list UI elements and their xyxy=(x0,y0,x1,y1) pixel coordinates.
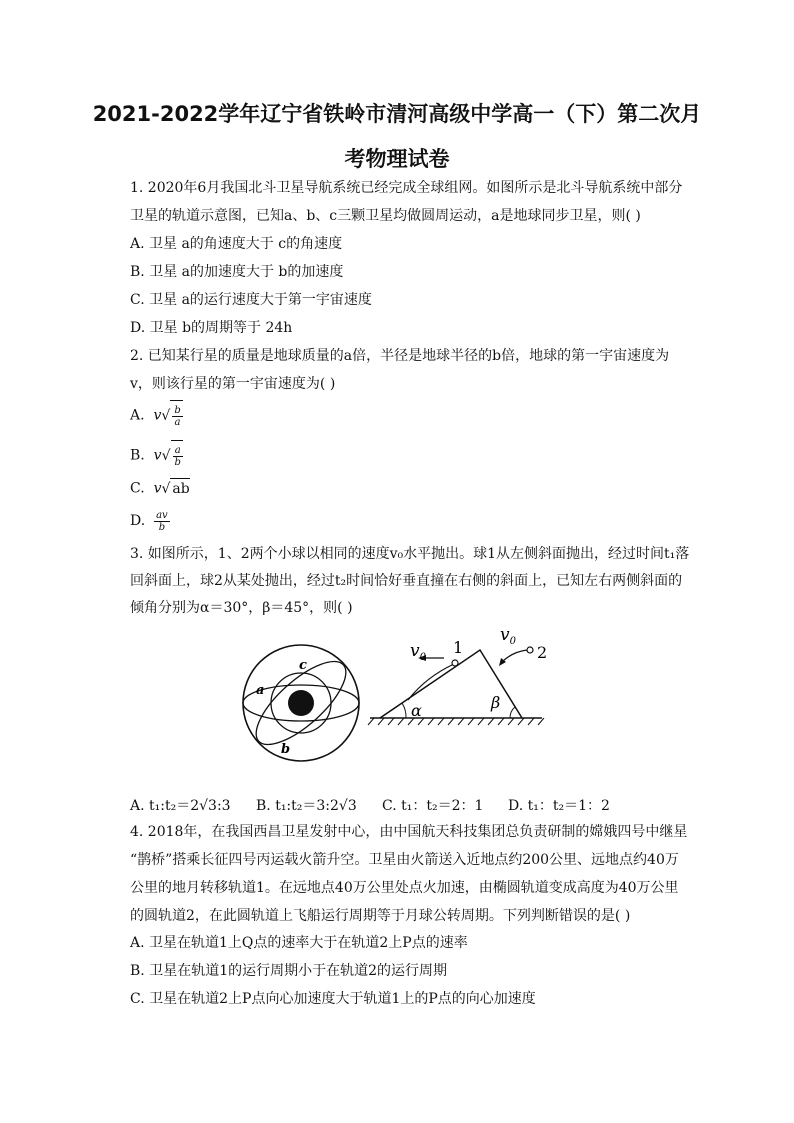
q2-option-b-label: B. xyxy=(130,447,145,464)
q2-option-a-v: v xyxy=(153,407,162,424)
satellite-orbit-figure xyxy=(240,636,365,766)
q2-option-b-num: a xyxy=(173,445,183,457)
q2-option-d-num: av xyxy=(156,509,168,521)
q1-option-c: C. 卫星 a的运行速度大于第一宇宙速度 xyxy=(130,292,372,308)
q2-option-c-radicand: ab xyxy=(170,478,189,499)
q1-option-b: B. 卫星 a的加速度大于 b的加速度 xyxy=(130,264,344,280)
q2-option-a xyxy=(130,400,183,431)
q2-option-d xyxy=(130,506,170,536)
q3-option-d: D. t₁：t₂＝1：2 xyxy=(508,798,610,814)
q2-option-b xyxy=(130,440,183,471)
q2-stem-line2: v，则该行星的第一宇宙速度为( ) xyxy=(130,376,336,392)
q2-option-b-radical: √ $\frac{a}{b}$ xyxy=(162,440,183,471)
q3-stem-line3: 倾角分别为α＝30°，β＝45°，则( ) xyxy=(130,600,353,616)
q2-option-c xyxy=(130,478,190,499)
q1-option-a: A. 卫星 a的角速度大于 c的角速度 xyxy=(130,236,343,252)
q4-option-b: B. 卫星在轨道1的运行周期小于在轨道2的运行周期 xyxy=(130,963,448,979)
label-c: c xyxy=(299,658,307,673)
trajectory-2 xyxy=(502,650,527,662)
q1-stem-line1: 1. 2020年6月我国北斗卫星导航系统已经完成全球组网。如图所示是北斗导航系统中部分 xyxy=(130,180,683,196)
beta-label: β xyxy=(491,693,501,712)
q1-option-d: D. 卫星 b的周期等于 24h xyxy=(130,320,293,336)
q2-option-c-label: C. xyxy=(130,480,145,497)
q2-option-b-den: b xyxy=(174,456,181,468)
v0-label-1: $v_0$ xyxy=(410,641,426,663)
earth-icon xyxy=(288,690,314,716)
alpha-label: α xyxy=(411,701,422,720)
q2-option-a-num: b xyxy=(174,404,181,416)
q4-stem-line4: 的圆轨道2，在此圆轨道上飞船运行周期等于月球公转周期。下列判断错误的是( ) xyxy=(130,908,631,924)
q4-option-c: C. 卫星在轨道2上P点向心加速度大于轨道1上的P点的向心加速度 xyxy=(130,991,536,1007)
q3-option-b: B. t₁:t₂＝3:2√3 xyxy=(256,798,357,814)
alpha-arc xyxy=(402,703,406,718)
q3-stem-line1: 3. 如图所示，1、2两个小球以相同的速度v₀水平抛出。球1从左侧斜面抛出，经过时间t₁落 xyxy=(130,546,690,562)
q2-option-d-den: b xyxy=(158,521,166,533)
q4-stem-line3: 公里的地月转移轨道1。在远地点40万公里处点火加速，由椭圆轨道变成高度为40万公里 xyxy=(130,880,679,896)
q2-option-c-v: v xyxy=(153,480,162,497)
q2-option-b-v: v xyxy=(153,447,162,464)
ball-2-icon xyxy=(527,647,533,653)
q3-option-a: A. t₁:t₂＝2√3:3 xyxy=(130,798,231,814)
q4-stem-line1: 4. 2018年，在我国西昌卫星发射中心，由中国航天科技集团总负责研制的嫦娥四号中继星 xyxy=(130,824,688,840)
q2-option-a-label: A. xyxy=(130,407,145,424)
inclined-plane-figure xyxy=(366,622,546,726)
ball-2-label: 2 xyxy=(537,643,548,662)
q3-option-c: C. t₁：t₂＝2：1 xyxy=(382,798,484,814)
label-a: a xyxy=(256,683,265,698)
q4-stem-line2: “鹊桥”搭乘长征四号丙运载火箭升空。卫星由火箭送入近地点约200公里、远地点约40万 xyxy=(130,852,679,868)
q2-option-a-radical: √ $\frac{b}{a}$ xyxy=(161,400,182,431)
page-title-line2: 考物理试卷 xyxy=(344,147,450,171)
q2-stem-line1: 2. 已知某行星的质量是地球质量的a倍，半径是地球半径的b倍，地球的第一宇宙速度为 xyxy=(130,348,670,364)
q2-option-d-label: D. xyxy=(130,513,146,529)
q2-option-c-radical: √ ab xyxy=(162,478,190,499)
q2-option-a-den: a xyxy=(174,416,181,428)
q1-stem-line2: 卫星的轨道示意图，已知a、b、c三颗卫星均做圆周运动，a是地球同步卫星，则( ) xyxy=(130,208,641,224)
ball-1-label: 1 xyxy=(453,638,464,657)
ground-hatching xyxy=(368,718,544,725)
ball-1-icon xyxy=(452,660,458,666)
page-title-line1: 2021-2022学年辽宁省铁岭市清河高级中学高一（下）第二次月 xyxy=(92,102,702,126)
q4-option-a: A. 卫星在轨道1上Q点的速率大于在轨道2上P点的速率 xyxy=(130,935,468,951)
label-b: b xyxy=(281,742,291,757)
beta-arc xyxy=(510,707,515,718)
q3-stem-line2: 回斜面上，球2从某处抛出，经过t₂时间恰好垂直撞在右侧的斜面上，已知左右两侧斜面的 xyxy=(130,573,683,589)
v0-label-2: $v_0$ xyxy=(500,625,516,647)
